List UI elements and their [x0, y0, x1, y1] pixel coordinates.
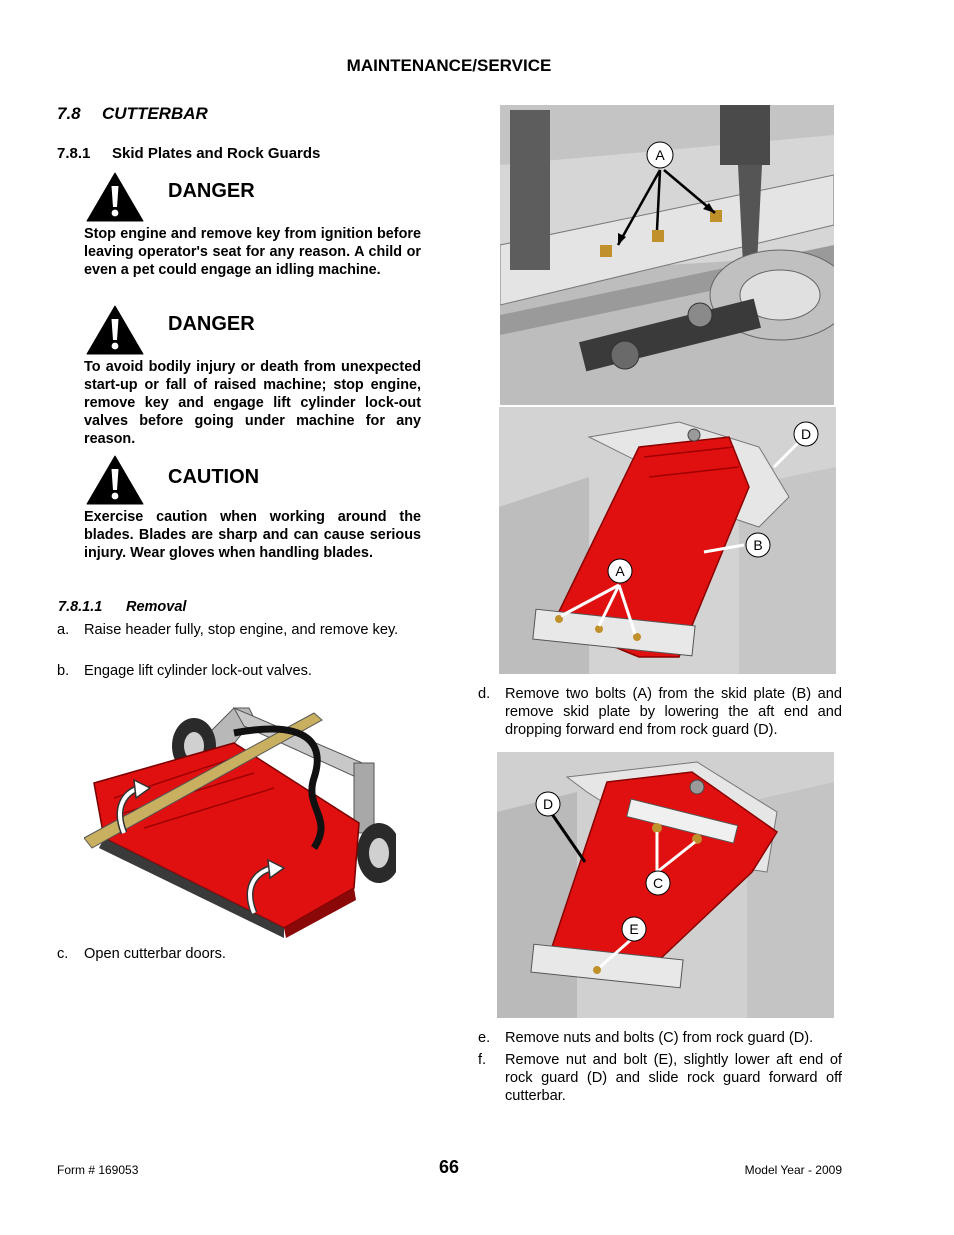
warning-text: Exercise caution when working around the blades. Blades are sharp and can cause serious injury. Wear gloves when handling blades. — [84, 509, 421, 561]
caution-warning — [84, 455, 421, 585]
step-label: b. — [57, 663, 70, 679]
step-text: Engage lift cylinder lock-out valves. — [84, 663, 312, 679]
callout-e: E — [629, 921, 639, 937]
warning-title: DANGER — [168, 180, 255, 202]
section-number: 7.8 — [57, 104, 81, 123]
warning-triangle-icon — [86, 172, 144, 222]
danger-warning-2 — [84, 305, 421, 450]
step-f — [478, 1051, 842, 1107]
skid-plate-illustration — [499, 407, 836, 674]
step-text: Remove nuts and bolts (C) from rock guard (D). — [505, 1030, 814, 1046]
rock-guard-illustration — [497, 752, 834, 1018]
subsection-title: Skid Plates and Rock Guards — [112, 145, 321, 162]
callout-a: A — [655, 147, 665, 163]
step-label: a. — [57, 622, 70, 638]
section-title: CUTTERBAR — [102, 104, 208, 123]
procedure-number: 7.8.1.1 — [58, 599, 103, 615]
step-text: Raise header fully, stop engine, and remove key. — [84, 622, 399, 638]
page-number: 66 — [438, 1157, 460, 1177]
step-label: f. — [478, 1052, 487, 1068]
procedure-title: Removal — [126, 599, 187, 615]
step-label: d. — [478, 686, 491, 702]
step-text: Remove two bolts (A) from the skid plate (B) and remove skid plate by lowering the aft end and dropping forward end from rock guard (D). — [505, 686, 842, 738]
warning-text: Stop engine and remove key from ignition before leaving operator's seat for any reason. A child or even a pet could engage an idling machine. — [84, 226, 421, 278]
callout-d: D — [800, 426, 812, 442]
footer-form-number: Form # 169053 — [57, 1163, 139, 1177]
section-heading — [57, 104, 208, 124]
warning-title: DANGER — [168, 313, 255, 335]
warning-text: To avoid bodily injury or death from unexpected start-up or fall of raised machine; stop engine, remove key and engage lift cylinder lock-out valves before going under machine for any reason. — [84, 359, 421, 447]
cutterbar-header-illustration — [84, 688, 396, 938]
step-label: c. — [57, 946, 69, 962]
step-label: e. — [478, 1030, 491, 1046]
callout-a: A — [615, 563, 625, 579]
danger-warning-1 — [84, 172, 421, 297]
step-e — [478, 1029, 842, 1049]
step-d — [478, 685, 842, 741]
warning-triangle-icon — [86, 455, 144, 505]
skid-plate-bolts-detail — [500, 105, 834, 405]
subsection-heading — [57, 145, 320, 162]
callout-b: B — [753, 537, 763, 553]
callout-c: C — [652, 875, 664, 891]
step-c — [57, 945, 421, 965]
step-b — [57, 662, 421, 682]
callout-d: D — [542, 796, 554, 812]
subsection-number: 7.8.1 — [57, 145, 91, 162]
step-a — [57, 621, 421, 661]
running-header: MAINTENANCE/SERVICE — [346, 56, 552, 75]
procedure-heading — [58, 599, 186, 615]
step-text: Remove nut and bolt (E), slightly lower aft end of rock guard (D) and slide rock guard forward off cutterbar. — [505, 1052, 842, 1104]
step-text: Open cutterbar doors. — [84, 946, 226, 962]
warning-title: CAUTION — [168, 466, 260, 488]
footer-model-year: Model Year - 2009 — [744, 1163, 842, 1177]
warning-triangle-icon — [86, 305, 144, 355]
